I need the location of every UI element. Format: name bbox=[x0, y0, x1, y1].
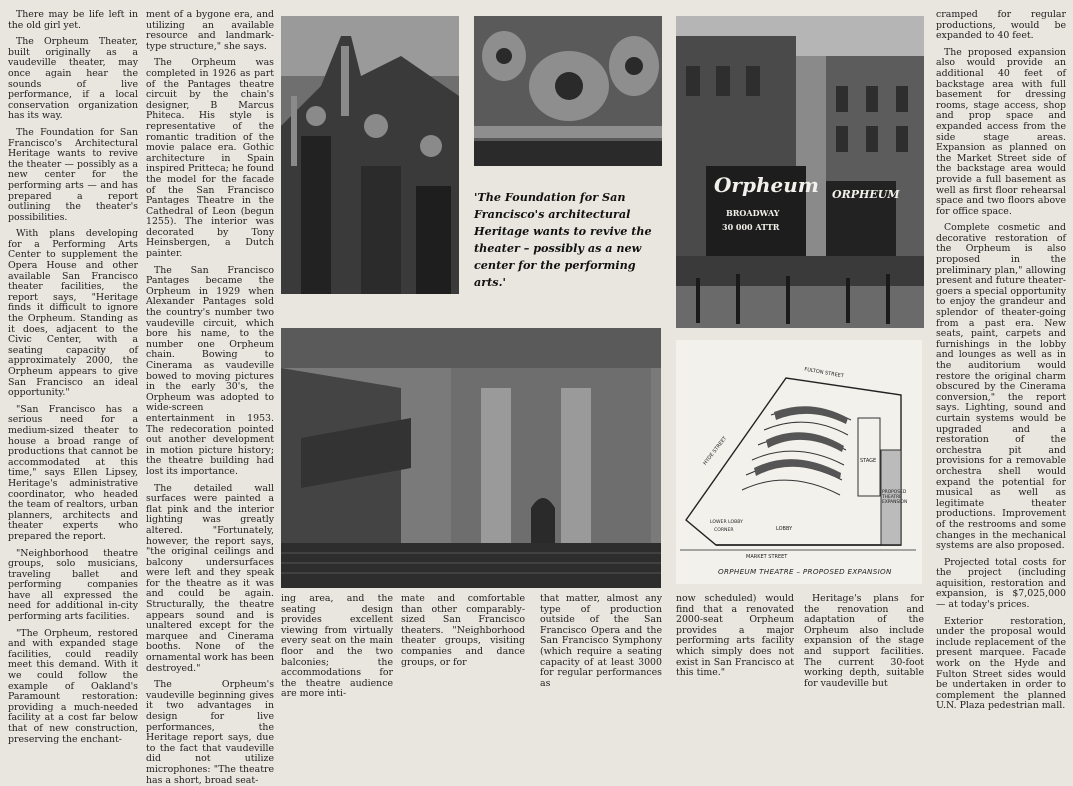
paragraph: With plans developing for a Performing Arts Center to supplement the Opera House and other available San Francisco theater facilities, the report says, "Heritage finds it difficult to ignore the Orpheum. Standing as it does, adjacent to the Civic Center, with a seating capacity of approximately 2000, the Orpheum appears to give San Francisco an ideal opportunity." bbox=[8, 228, 138, 399]
label-fulton: FULTON STREET bbox=[803, 366, 845, 380]
paragraph: The proposed expansion also would provide an additional 40 feet of backstage area with full basement for dressing rooms, stage access, shop and prop space and expanded access from the side stage areas. Expansion as planned on the Market Street side of the backstage area would provide a full basement as well as first floor rehearsal space and two floors above for office space. bbox=[936, 46, 1066, 217]
paragraph: The Orpheum Theater, built originally as a vaudeville theater, may once again hear the sounds of live performance, if a local conservation organization has its way. bbox=[8, 36, 138, 122]
label-lobby: LOBBY bbox=[776, 526, 793, 532]
exterior-marquee-photo bbox=[676, 16, 924, 328]
paragraph: The Foundation for San Francisco's Architectural Heritage wants to revive the theater — possibly as a new center for the performing arts — and has prepared a report outlining the theater's possibilities. bbox=[8, 126, 138, 223]
paragraph: now scheduled) would find that a renovated 2000-seat Orpheum provides a major performing arts facility which simply does not exist in San Francisco at this time." bbox=[676, 593, 794, 679]
paragraph: that matter, almost any type of production outside of the San Francisco Opera and the San Francisco Symphony (which require a seating capacity of at least 3000 for regular performances as bbox=[540, 593, 662, 689]
label-stage: STAGE bbox=[860, 458, 877, 464]
article-column-4 bbox=[401, 594, 525, 700]
facade-photo bbox=[281, 16, 459, 294]
paragraph: The San Francisco Pantages became the Orpheum in 1929 when Alexander Pantages sold the country's number two vaudeville circuit, which bore his name, to the number one Orpheum chain. Bowing to Cinerama as vaudeville bowed to moving pictures in the early 30's, the Orpheum was adopted to wide-screen entertainment in 1953. The redecoration pointed out another development in motion picture history; the theatre building had lost its importance. bbox=[146, 264, 274, 477]
paragraph: The Orpheum's vaudeville beginning gives it two advantages in design for live performances, the Heritage report says, due to the fact that vaudeville did not utilize microphones: "The theatre has a short, broad seat- bbox=[146, 679, 274, 786]
interior-photo bbox=[281, 328, 661, 588]
paragraph: Complete cosmetic and decorative restoration of the Orpheum is also proposed in the preliminary plan," allowing present and future theater-goers a special opportunity to enjoy the grandeur and splendor of theater-going from a past era. New seats, paint, carpets and furnishings in the lobby and lounges as well as in the auditorium would restore the original charm obscured by the Cinerama conversion," the report says. Lighting, sound and curtain systems would be upgraded and a restoration of the orchestra pit and provisions for a removable orchestra shell would expand the potential for musical as well as legitimate theater productions. Improvement of the restrooms and some changes in the mechanical systems are also proposed. bbox=[936, 222, 1067, 552]
label-lower-lobby: LOWER LOBBY bbox=[710, 520, 743, 525]
paragraph: ment of a bygone era, and utilizing an available resource and landmark-type structure," she says. bbox=[146, 9, 274, 52]
pull-quote: 'The Foundation for San Francisco's architectural Heritage wants to revive the theater – possibly as a new center for the performing arts.' bbox=[474, 190, 652, 289]
marquee-sign: Orpheum bbox=[714, 173, 819, 197]
paragraph: The detailed wall surfaces were painted a flat pink and the interior lighting was greatly altered. "Fortunately, however, the report says, "the original ceilings and balcony undersurfaces were left and they speak for the theatre as it was and could be again. Structurally, the theatre appears sound and is unaltered except for the marquee and Cinerama booths. None of the ornamental work has been destroyed." bbox=[146, 482, 274, 674]
floor-plan-diagram bbox=[676, 340, 922, 584]
article-column-2 bbox=[146, 9, 274, 786]
paragraph: "The Orpheum, restored and with expanded stage facilities, could readily meet this demand. With it we could follow the example of Oakland's Paramount restoration: providing a much-needed facility at a cost far below that of new construction, preserving the enchant- bbox=[8, 627, 138, 745]
paragraph: There may be life left in the old girl yet. bbox=[8, 9, 138, 31]
article-column-8 bbox=[936, 9, 1067, 712]
paragraph: Heritage's plans for the renovation and adaptation of the Orpheum also include expansion of the stage and support facilities. The current 30-foot working depth, suitable for vaudeville but bbox=[804, 593, 924, 689]
article-column-5 bbox=[540, 594, 662, 700]
paragraph: Exterior restoration, under the proposal would include replacement of the present marquee. Facade work on the Hyde and Fulton Street sides would be undertaken in order to complement the planned U.N. Plaza pedestrian mall. bbox=[936, 615, 1066, 712]
article-column-1 bbox=[8, 9, 138, 745]
paragraph: The Orpheum was completed in 1926 as part of the Pantages theatre circuit by the chain's designer, B Marcus Phiteca. His style is representative of the romantic tradition of the movie palace era. Gothic architecture in Spain inspired Pritteca; he found the model for the facade of the San Francisco Pantages Theatre in the Cathedral of Leon (begun 1255). The interior was decorated by Tony Heinsbergen, a Dutch painter. bbox=[146, 57, 274, 260]
paragraph: "San Francisco has a serious need for a medium-sized theater to house a broad range of productions that cannot be accommodated at this time," says Ellen Lipsey, Heritage's administrative coordinator, who headed the team of realtors, urban planners, architects and theater experts who prepared the report. bbox=[8, 403, 138, 542]
marquee-board: 30 000 ATTR bbox=[722, 222, 780, 232]
label-proposed: PROPOSED THEATRE EXPANSION bbox=[882, 490, 908, 505]
ornament-photo bbox=[474, 16, 662, 166]
paragraph: Projected total costs for the project (including aquisition, restoration and expansion, is $7,025,000 — at today's prices. bbox=[936, 556, 1066, 611]
paragraph: "Neighborhood theatre groups, solo musicians, traveling ballet and performing companies have all expressed the need for additional in-city performing arts facilities. bbox=[8, 547, 138, 623]
label-corner: CORNER bbox=[714, 528, 734, 533]
article-column-7 bbox=[804, 594, 924, 700]
article-column-3 bbox=[281, 594, 393, 700]
paragraph: cramped for regular productions, would be expanded to 40 feet. bbox=[936, 9, 1066, 42]
paragraph: mate and comfortable than other comparably-sized San Francisco theaters. "Neighborhood theater groups, visiting companies and dance groups, or for bbox=[401, 593, 525, 668]
paragraph: ing area, and the seating design provides excellent viewing from virtually every seat on the main floor and the two balconies; the accommodations for the theatre audience are more inti- bbox=[281, 593, 393, 700]
marquee-sign-side: ORPHEUM bbox=[832, 188, 900, 201]
marquee-board: BROADWAY bbox=[726, 208, 780, 218]
label-hyde: HYDE STREET bbox=[702, 435, 729, 467]
diagram-caption: ORPHEUM THEATRE – PROPOSED EXPANSION bbox=[718, 567, 892, 576]
article-column-6 bbox=[676, 594, 794, 700]
label-market: MARKET STREET bbox=[746, 554, 788, 560]
